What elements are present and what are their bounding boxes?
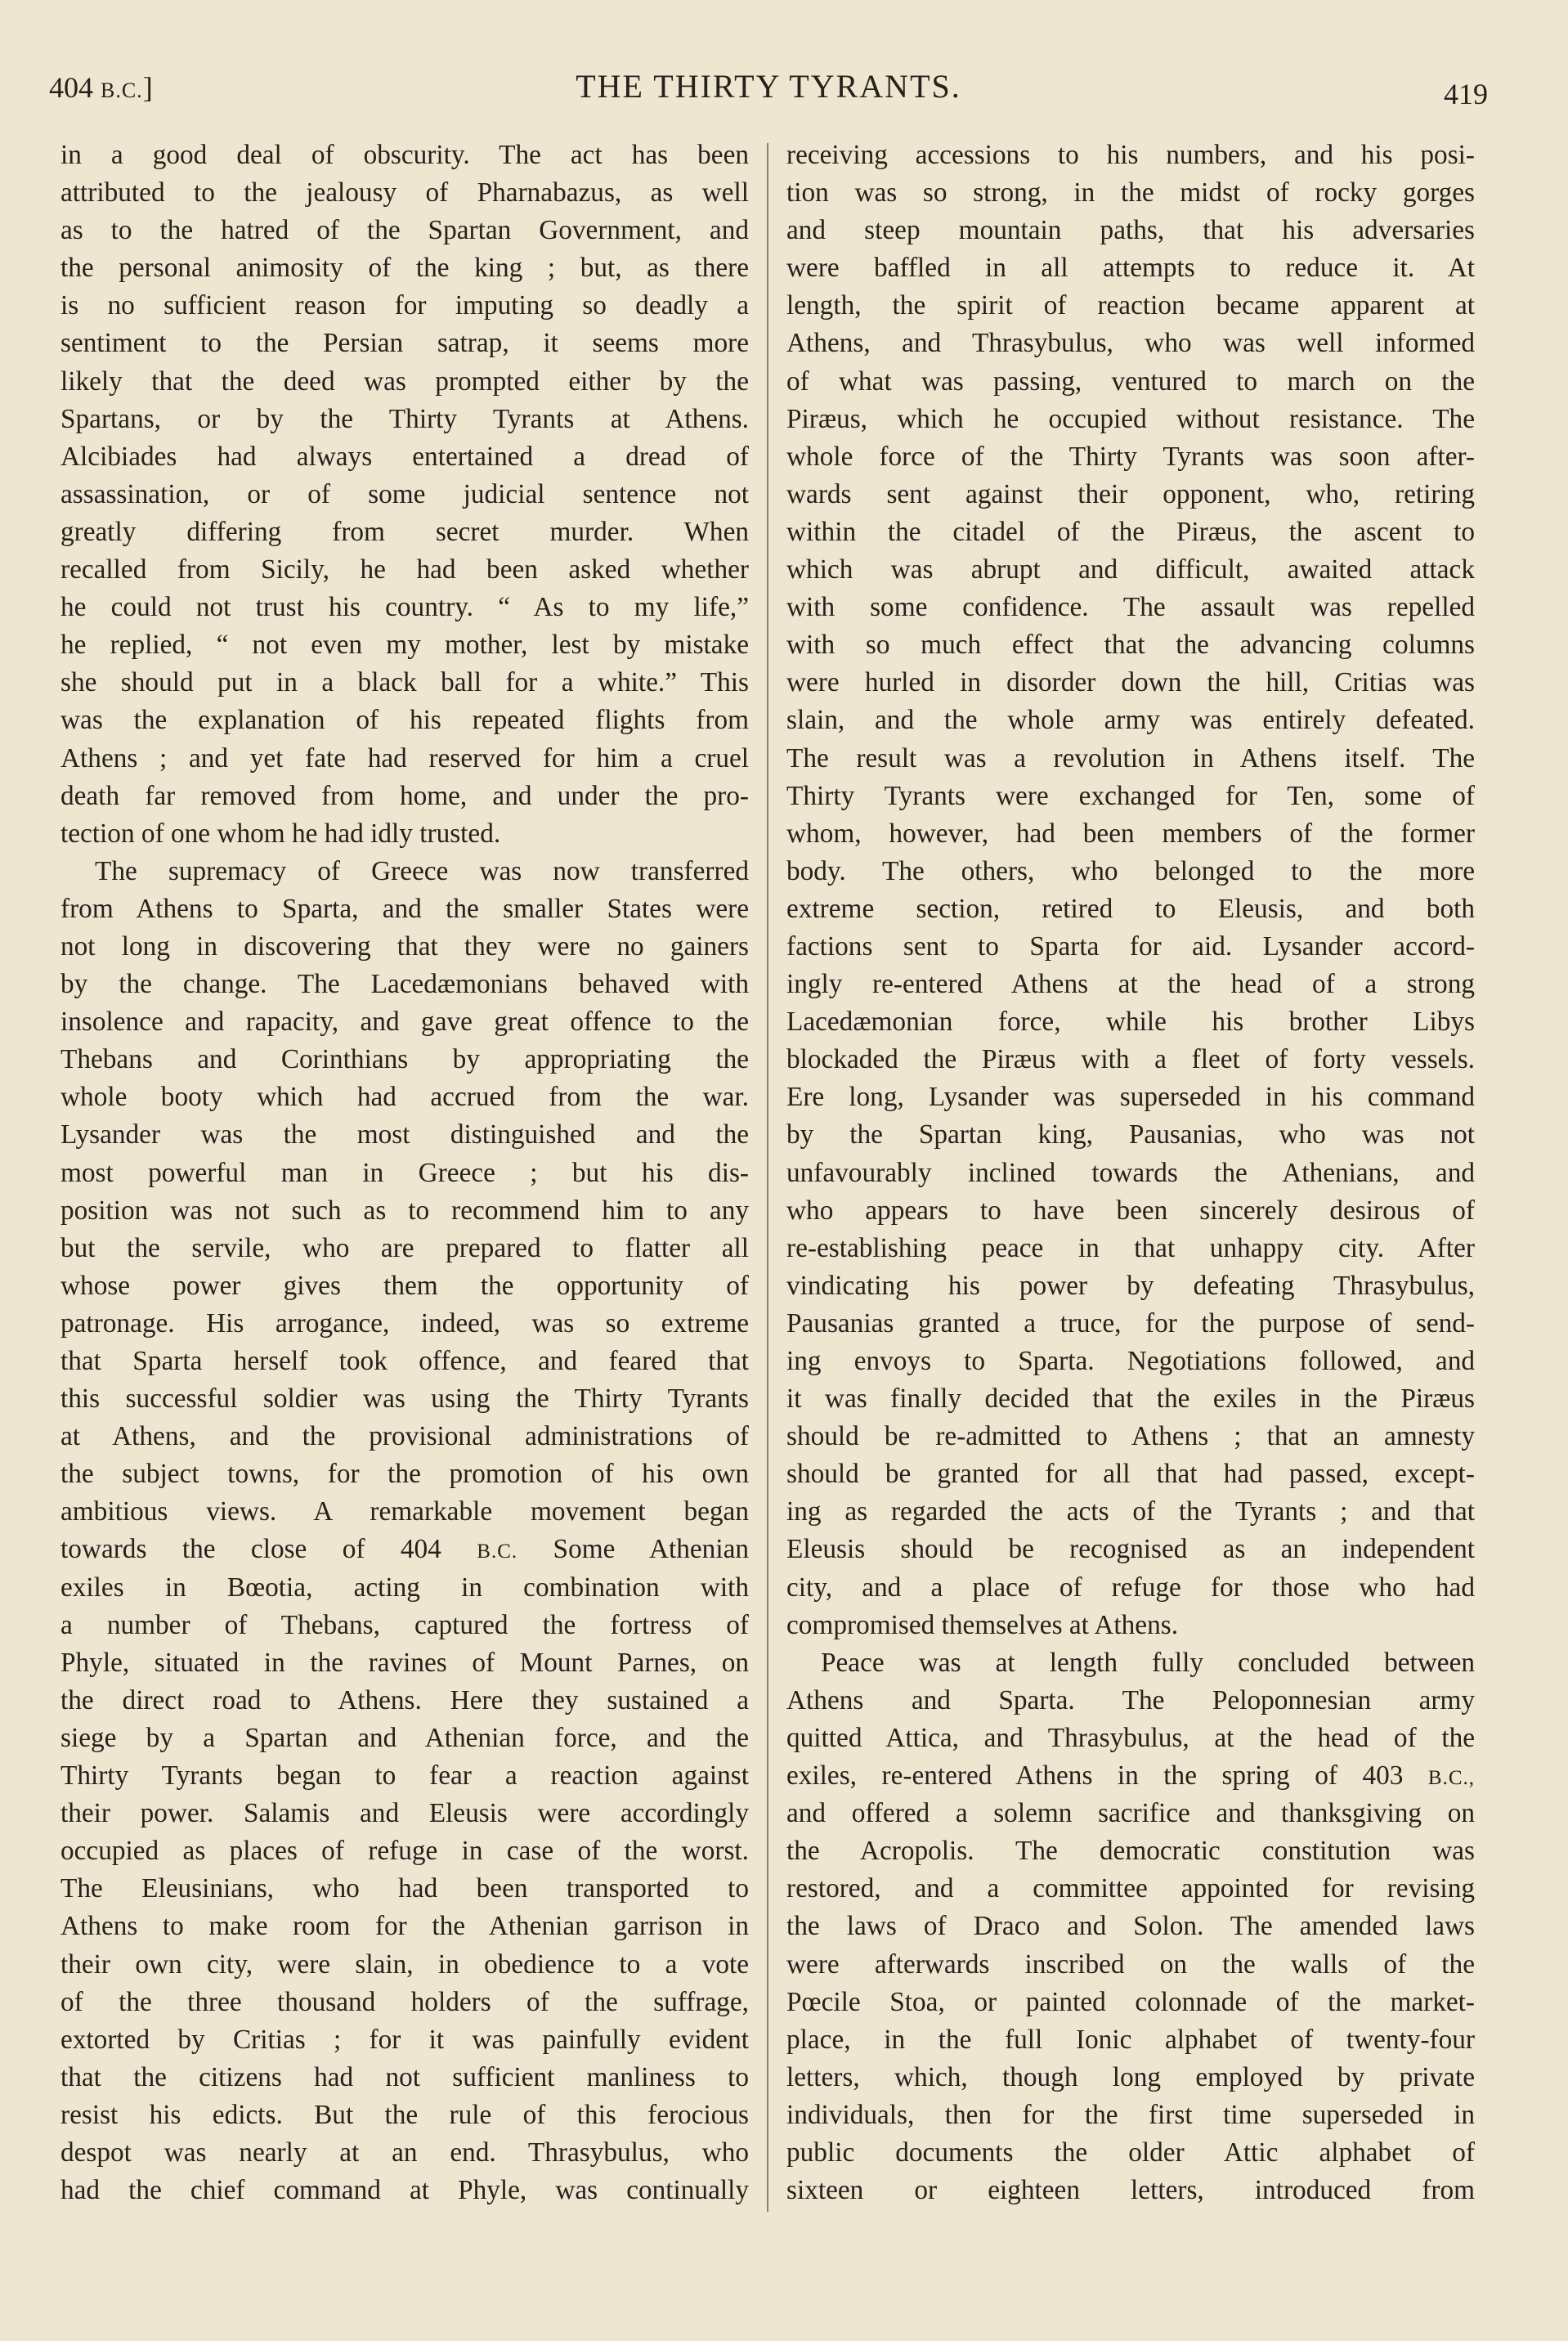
text-line: of the three thousand holders of the suffrage, xyxy=(60,1986,749,2017)
text-line: by the change. The Lacedæmonians behaved with xyxy=(60,969,749,1000)
text-line: was the explanation of his repeated flights from xyxy=(60,705,749,736)
text-line: blockaded the Piræus with a fleet of forty vessels. xyxy=(786,1044,1475,1075)
text-line: unfavourably inclined towards the Athenians, and xyxy=(786,1157,1475,1188)
text-line: were baffled in all attempts to reduce it. At xyxy=(786,253,1475,284)
text-line: Spartans, or by the Thirty Tyrants at Athens. xyxy=(60,403,749,434)
text-line: tion was so strong, in the midst of rocky gorges xyxy=(786,177,1475,209)
text-line: by the Spartan king, Pausanias, who was not xyxy=(786,1119,1475,1150)
text-line: that Sparta herself took offence, and feared that xyxy=(60,1346,749,1376)
text-line: extorted by Critias ; for it was painfully evident xyxy=(60,2024,749,2055)
text-line: tection of one whom he had idly trusted. xyxy=(60,818,501,849)
text-line: a number of Thebans, captured the fortress of xyxy=(60,1609,749,1640)
text-line: greatly differing from secret murder. When xyxy=(60,516,749,547)
text-line: The Eleusinians, who had been transported to xyxy=(60,1873,749,1904)
text-line: receiving accessions to his numbers, and his posi- xyxy=(786,140,1475,170)
text-line: recalled from Sicily, he had been asked whether xyxy=(60,554,749,585)
text-line: had the chief command at Phyle, was continually xyxy=(60,2175,749,2206)
text-line: whose power gives them the opportunity of xyxy=(60,1270,749,1301)
text-line: siege by a Spartan and Athenian force, and the xyxy=(60,1722,749,1753)
text-line: sixteen or eighteen letters, introduced from xyxy=(786,2175,1475,2206)
text-line: the personal animosity of the king ; but, as there xyxy=(60,253,749,284)
text-line: insolence and rapacity, and gave great offence to the xyxy=(60,1007,749,1038)
text-line: individuals, then for the first time superseded in xyxy=(786,2099,1475,2130)
text-line: but the servile, who are prepared to flatter all xyxy=(60,1232,749,1263)
header-date: 404 B.C.] xyxy=(49,71,153,104)
text-line: he could not trust his country. “ As to my life,” xyxy=(60,592,749,623)
text-line: with some confidence. The assault was repelled xyxy=(786,592,1475,623)
text-line: he replied, “ not even my mother, lest by mistake xyxy=(60,630,749,661)
text-line: that the citizens had not sufficient manliness to xyxy=(60,2061,749,2092)
text-line: Piræus, which he occupied without resistance. The xyxy=(786,403,1475,434)
text-fragment: Some Athenian xyxy=(553,1534,750,1565)
text-line: despot was nearly at an end. Thrasybulus, who xyxy=(60,2137,749,2168)
text-line: patronage. His arrogance, indeed, was so extreme xyxy=(60,1307,749,1339)
text-line: were afterwards inscribed on the walls of the xyxy=(786,1949,1475,1980)
text-line: Athens to make room for the Athenian garrison in xyxy=(60,1911,749,1942)
text-line: and offered a solemn sacrifice and thanksgiving on xyxy=(786,1798,1475,1829)
text-line: place, in the full Ionic alphabet of twenty-four xyxy=(786,2024,1475,2055)
text-line: were hurled in disorder down the hill, Critias was xyxy=(786,667,1475,698)
text-line: Thebans and Corinthians by appropriating the xyxy=(60,1044,749,1075)
column-divider xyxy=(767,143,768,2212)
text-line: at Athens, and the provisional administrations of xyxy=(60,1421,749,1452)
text-line: position was not such as to recommend him to any xyxy=(60,1195,749,1226)
text-line: attributed to the jealousy of Pharnabazus, as well xyxy=(60,177,749,209)
text-line: resist his edicts. But the rule of this ferocious xyxy=(60,2099,749,2130)
text-line: as to the hatred of the Spartan Government, and xyxy=(60,215,749,246)
text-line: body. The others, who belonged to the more xyxy=(786,855,1475,886)
text-line: of what was passing, ventured to march on the xyxy=(786,366,1475,397)
text-line: whole force of the Thirty Tyrants was soon after- xyxy=(786,441,1475,472)
text-line: Eleusis should be recognised as an independent xyxy=(786,1534,1475,1565)
text-line: it was finally decided that the exiles in the Piræus xyxy=(786,1384,1475,1415)
text-line: Ere long, Lysander was superseded in his command xyxy=(786,1082,1475,1113)
text-line: in a good deal of obscurity. The act has been xyxy=(60,140,749,170)
text-line: exiles in Bœotia, acting in combination with xyxy=(60,1572,749,1603)
left-column xyxy=(60,137,749,2209)
text-line: letters, which, though long employed by private xyxy=(786,2061,1475,2092)
text-line: she should put in a black ball for a white.” This xyxy=(60,667,749,698)
text-line: within the citadel of the Piræus, the ascent to xyxy=(786,516,1475,547)
text-line: ing envoys to Sparta. Negotiations followed, and xyxy=(786,1346,1475,1376)
header-title: THE THIRTY TYRANTS. xyxy=(576,68,961,105)
text-line: with so much effect that the advancing columns xyxy=(786,630,1475,661)
text-line: their own city, were slain, in obedience to a vote xyxy=(60,1949,749,1980)
text-line: quitted Attica, and Thrasybulus, at the head of the xyxy=(786,1722,1475,1753)
text-line: the Acropolis. The democratic constitution was xyxy=(786,1836,1475,1867)
text-line: Lysander was the most distinguished and the xyxy=(60,1119,749,1150)
text-line: ingly re-entered Athens at the head of a strong xyxy=(786,969,1475,1000)
text-line: should be granted for all that had passed, except- xyxy=(786,1459,1475,1490)
text-line: wards sent against their opponent, who, retiring xyxy=(786,478,1475,509)
text-line: Athens, and Thrasybulus, who was well informed xyxy=(786,328,1475,359)
text-line: towards the close of 404 B.C. Some Athenian xyxy=(60,1534,750,1565)
text-line: not long in discovering that they were no gainers xyxy=(60,931,749,962)
text-line: ing as regarded the acts of the Tyrants ; and that xyxy=(786,1496,1475,1527)
text-line: who appears to have been sincerely desirous of xyxy=(786,1195,1475,1226)
text-line: vindicating his power by defeating Thrasybulus, xyxy=(786,1270,1475,1301)
page-number: 419 xyxy=(1444,78,1488,110)
text-line: whole booty which had accrued from the war. xyxy=(60,1082,749,1113)
text-line: Pœcile Stoa, or painted colonnade of the market- xyxy=(786,1986,1475,2017)
text-line: is no sufficient reason for imputing so deadly a xyxy=(60,290,749,321)
text-line: sentiment to the Persian satrap, it seems more xyxy=(60,328,749,359)
text-line: factions sent to Sparta for aid. Lysander accord- xyxy=(786,931,1475,962)
text-line: Athens and Sparta. The Peloponnesian army xyxy=(786,1684,1475,1715)
text-line: the subject towns, for the promotion of his own xyxy=(60,1459,749,1490)
text-line: length, the spirit of reaction became apparent at xyxy=(786,290,1475,321)
text-line: this successful soldier was using the Thirty Tyrants xyxy=(60,1384,749,1415)
text-line: extreme section, retired to Eleusis, and both xyxy=(786,893,1475,924)
era-abbreviation: B.C. xyxy=(477,1540,518,1563)
era-abbreviation: B.C., xyxy=(1427,1767,1475,1790)
text-line: death far removed from home, and under the pro- xyxy=(60,780,749,811)
text-line: Athens ; and yet fate had reserved for him a cruel xyxy=(60,742,749,774)
text-line: re-establishing peace in that unhappy city. After xyxy=(786,1232,1475,1263)
text-line: assassination, or of some judicial sentence not xyxy=(60,478,749,509)
text-line: The supremacy of Greece was now transferred xyxy=(95,855,749,886)
text-line: Thirty Tyrants began to fear a reaction against xyxy=(60,1760,749,1792)
text-line: should be re-admitted to Athens ; that an amnesty xyxy=(786,1421,1475,1452)
text-line: ambitious views. A remarkable movement began xyxy=(60,1496,749,1527)
text-line: from Athens to Sparta, and the smaller States were xyxy=(60,893,749,924)
text-line: restored, and a committee appointed for revising xyxy=(786,1873,1475,1904)
text-line: their power. Salamis and Eleusis were accordingly xyxy=(60,1798,749,1829)
text-line: likely that the deed was prompted either by the xyxy=(60,366,749,397)
text-line: and steep mountain paths, that his adversaries xyxy=(786,215,1475,246)
text-line: compromised themselves at Athens. xyxy=(786,1609,1179,1640)
text-line: whom, however, had been members of the former xyxy=(786,818,1475,849)
text-line: city, and a place of refuge for those who had xyxy=(786,1572,1475,1603)
text-line: exiles, re-entered Athens in the spring of 403 B.C., xyxy=(786,1760,1475,1792)
text-line: occupied as places of refuge in case of the worst. xyxy=(60,1836,749,1867)
right-column xyxy=(786,137,1475,2209)
text-line: the direct road to Athens. Here they sustained a xyxy=(60,1684,749,1715)
running-header xyxy=(49,65,1488,114)
text-line: Thirty Tyrants were exchanged for Ten, some of xyxy=(786,780,1475,811)
text-line: which was abrupt and difficult, awaited attack xyxy=(786,554,1475,585)
text-line: most powerful man in Greece ; but his dis- xyxy=(60,1157,749,1188)
text-line: public documents the older Attic alphabet of xyxy=(786,2137,1475,2168)
text-line: Alcibiades had always entertained a dread of xyxy=(60,441,749,472)
text-line: slain, and the whole army was entirely defeated. xyxy=(786,705,1475,736)
text-line: the laws of Draco and Solon. The amended laws xyxy=(786,1911,1475,1942)
text-line: Phyle, situated in the ravines of Mount Parnes, on xyxy=(60,1647,749,1678)
text-line: Peace was at length fully concluded between xyxy=(821,1647,1475,1678)
text-line: Pausanias granted a truce, for the purpose of send- xyxy=(786,1307,1475,1339)
text-line: The result was a revolution in Athens itself. The xyxy=(786,742,1475,774)
text-line: Lacedæmonian force, while his brother Libys xyxy=(786,1007,1475,1038)
